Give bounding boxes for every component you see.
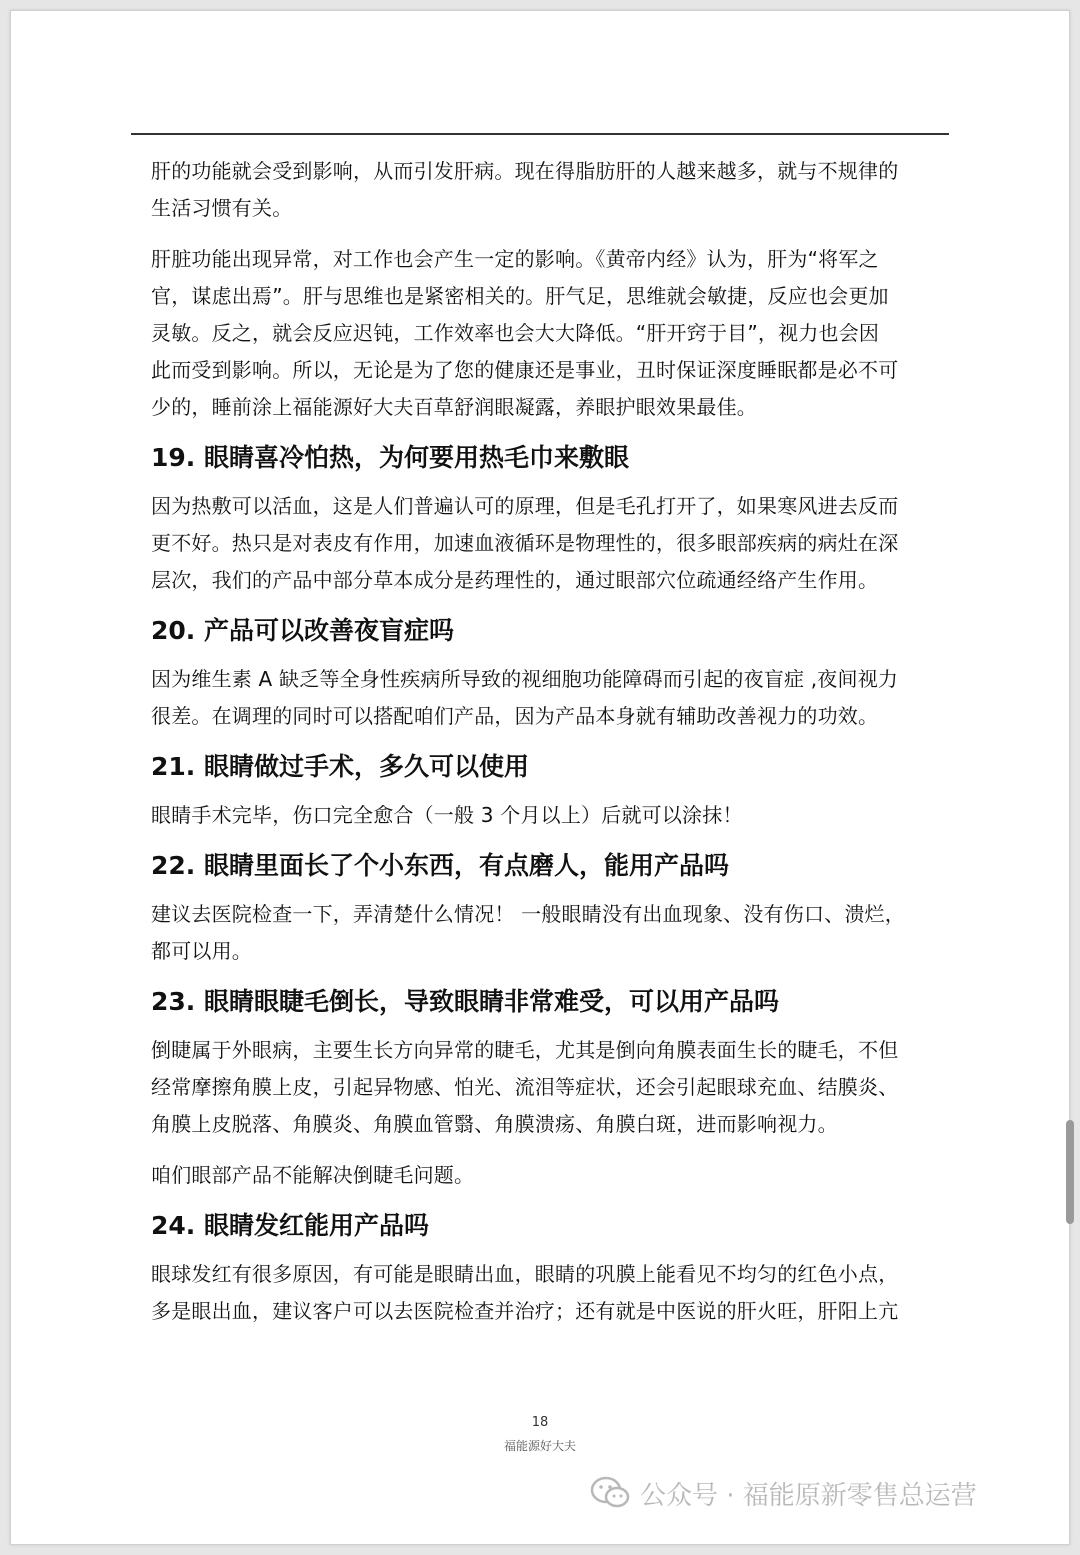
section-heading-20: 20. 产品可以改善夜盲症吗 [151,616,454,645]
section-heading-19: 19. 眼睛喜冷怕热，为何要用热毛巾来敷眼 [151,443,629,472]
document-page [10,10,1070,1545]
page-footer: 福能源好大夫 [503,1439,576,1453]
section-heading-22: 22. 眼睛里面长了个小东西，有点磨人，能用产品吗 [151,851,729,880]
section-heading-21: 21. 眼睛做过手术，多久可以使用 [151,752,529,781]
watermark-text: 公众号 · 福能原新零售总运营 [640,1480,977,1511]
section-heading-23: 23. 眼睛眼睫毛倒长，导致眼睛非常难受，可以用产品吗 [151,987,779,1016]
paragraph: 因为维生素 A 缺乏等全身性疾病所导致的视细胞功能障碍而引起的夜盲症 ,夜间视力 很差。在调理的同时可以搭配咱们产品，因为产品本身就有辅助改善视力的功效。 [151,667,899,728]
watermark [590,1473,977,1513]
paragraph: 建议去医院检查一下，弄清楚什么情况！ 一般眼睛没有出血现象、没有伤口、溃烂， 都可以用。 [151,902,905,963]
paragraph: 眼球发红有很多原因，有可能是眼睛出血，眼睛的巩膜上能看见不均匀的红色小点， 多是眼出血，建议客户可以去医院检查并治疗；还有就是中医说的肝火旺，肝阳上亢 [151,1262,899,1323]
page-number: 18 [531,1415,549,1430]
wechat-official-account-icon [590,1475,630,1511]
paragraph: 眼睛手术完毕，伤口完全愈合（一般 3 个月以上）后就可以涂抹！ [151,803,743,827]
paragraph: 咱们眼部产品不能解决倒睫毛问题。 [151,1163,475,1187]
vertical-scrollbar[interactable] [1066,1120,1074,1224]
header-rule [131,133,949,135]
paragraph: 倒睫属于外眼病，主要生长方向异常的睫毛，尤其是倒向角膜表面生长的睫毛，不但 经常摩擦角膜上皮，引起异物感、怕光、流泪等症状，还会引起眼球充血、结膜炎、 角膜上皮脱落、角膜炎、角膜血管翳、角膜溃疡、角膜白斑，进而影响视力。 [151,1038,899,1136]
paragraph: 因为热敷可以活血，这是人们普遍认可的原理，但是毛孔打开了，如果寒风进去反而 更不好。热只是对表皮有作用，加速血液循环是物理性的，很多眼部疾病的病灶在深 层次，我们的产品中部分草本成分是药理性的，通过眼部穴位疏通经络产生作用。 [151,494,899,592]
paragraph: 肝的功能就会受到影响，从而引发肝病。现在得脂肪肝的人越来越多，就与不规律的 生活习惯有关。 [151,159,899,220]
section-heading-24: 24. 眼睛发红能用产品吗 [151,1211,429,1240]
paragraph: 肝脏功能出现异常，对工作也会产生一定的影响。《黄帝内经》认为，肝为“将军之 官，谋虑出焉”。肝与思维也是紧密相关的。肝气足，思维就会敏捷，反应也会更加 灵敏。反之，就会反应迟钝，工作效率也会大大降低。“肝开窍于目”，视力也会因 此而受到影响。所以，无论是为了您的健康还是事业，丑时保证深度睡眠都是必不可 少的，睡前涂上福能源好大夫百草舒润眼凝露，养眼护眼效果最佳。 [151,247,899,419]
page-content [151,153,951,1344]
